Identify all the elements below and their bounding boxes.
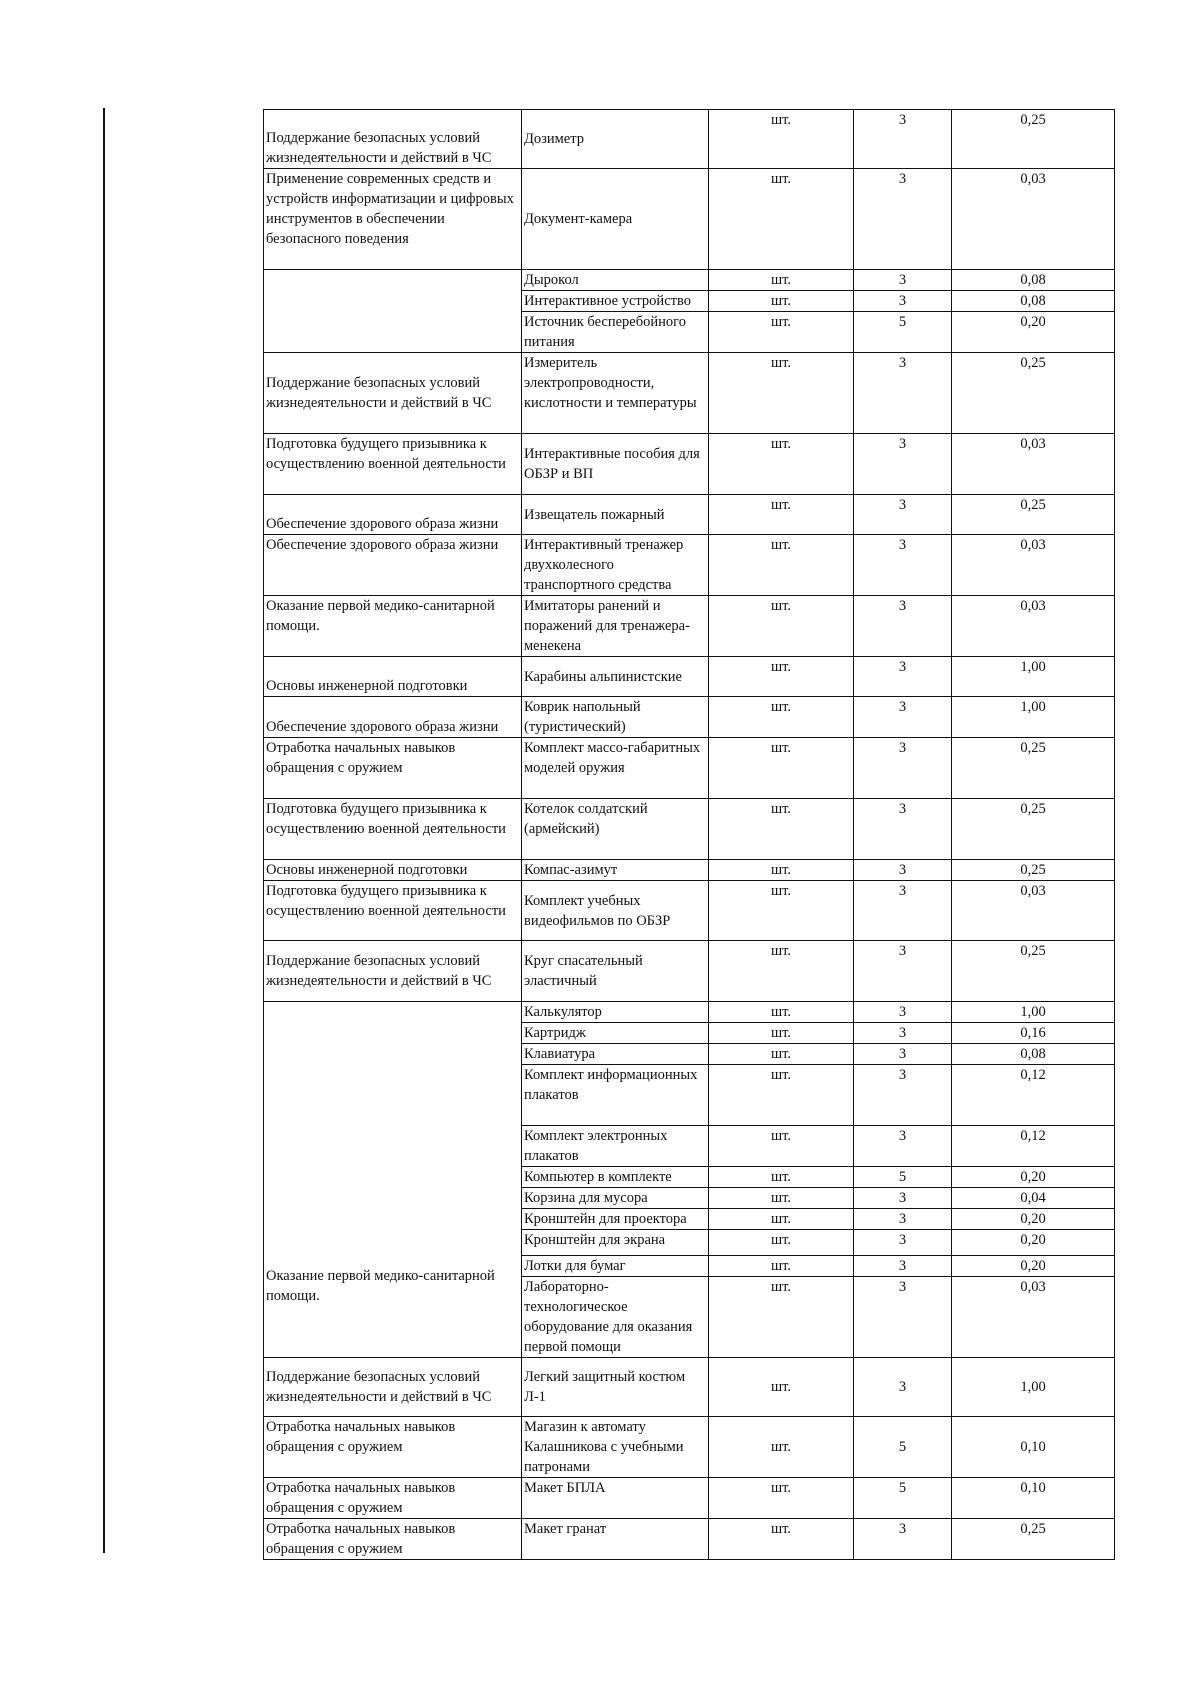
qty-cell: 3 — [854, 1023, 952, 1044]
qty-cell: 3 — [854, 270, 952, 291]
unit-cell: шт. — [709, 110, 854, 169]
coef-cell: 0,20 — [952, 1256, 1115, 1277]
item-cell: Комплект электронных плакатов — [522, 1126, 709, 1167]
item-cell: Дозиметр — [522, 110, 709, 169]
item-cell: Легкий защитный костюм Л-1 — [522, 1358, 709, 1417]
coef-cell: 0,10 — [952, 1478, 1115, 1519]
left-margin-line — [103, 108, 105, 1553]
section-cell: Подготовка будущего призывника к осуществлению военной деятельности — [264, 799, 522, 860]
item-cell: Круг спасательный эластичный — [522, 941, 709, 1002]
item-cell: Источник бесперебойного питания — [522, 312, 709, 353]
table-row — [264, 434, 1115, 495]
unit-cell: шт. — [709, 1209, 854, 1230]
qty-cell: 3 — [854, 799, 952, 860]
unit-cell: шт. — [709, 1002, 854, 1023]
unit-cell: шт. — [709, 860, 854, 881]
section-cell: Отработка начальных навыков обращения с оружием — [264, 738, 522, 799]
table-row — [264, 881, 1115, 941]
coef-cell: 0,25 — [952, 738, 1115, 799]
coef-cell: 0,20 — [952, 1230, 1115, 1256]
table-row — [264, 1417, 1115, 1478]
coef-cell: 0,08 — [952, 270, 1115, 291]
table-row — [264, 697, 1115, 738]
equipment-table — [263, 109, 1115, 1560]
coef-cell: 0,12 — [952, 1065, 1115, 1126]
coef-cell: 0,16 — [952, 1023, 1115, 1044]
item-cell: Котелок солдатский (армейский) — [522, 799, 709, 860]
table-row — [264, 941, 1115, 1002]
qty-cell: 3 — [854, 535, 952, 596]
item-cell: Интерактивный тренажер двухколесного транспортного средства — [522, 535, 709, 596]
unit-cell: шт. — [709, 657, 854, 697]
qty-cell: 3 — [854, 860, 952, 881]
unit-cell: шт. — [709, 1188, 854, 1209]
coef-cell: 1,00 — [952, 1358, 1115, 1417]
qty-cell: 3 — [854, 881, 952, 941]
unit-cell: шт. — [709, 881, 854, 941]
item-cell: Корзина для мусора — [522, 1188, 709, 1209]
coef-cell: 0,25 — [952, 1519, 1115, 1560]
item-cell: Комплект учебных видеофильмов по ОБЗР — [522, 881, 709, 941]
table-row — [264, 1519, 1115, 1560]
coef-cell: 0,04 — [952, 1188, 1115, 1209]
item-cell: Кронштейн для проектора — [522, 1209, 709, 1230]
qty-cell: 3 — [854, 110, 952, 169]
coef-cell: 0,08 — [952, 1044, 1115, 1065]
coef-cell: 0,03 — [952, 881, 1115, 941]
item-cell: Кронштейн для экрана — [522, 1230, 709, 1256]
item-cell: Интерактивное устройство — [522, 291, 709, 312]
unit-cell: шт. — [709, 1358, 854, 1417]
section-cell: Оказание первой медико-санитарной помощи. — [264, 596, 522, 657]
qty-cell: 3 — [854, 941, 952, 1002]
section-cell: Отработка начальных навыков обращения с оружием — [264, 1519, 522, 1560]
section-cell: Отработка начальных навыков обращения с оружием — [264, 1417, 522, 1478]
coef-cell: 0,20 — [952, 1167, 1115, 1188]
unit-cell: шт. — [709, 169, 854, 270]
item-cell: Имитаторы ранений и поражений для тренажера-менекена — [522, 596, 709, 657]
coef-cell: 0,25 — [952, 860, 1115, 881]
table-row — [264, 799, 1115, 860]
unit-cell: шт. — [709, 495, 854, 535]
qty-cell: 5 — [854, 1478, 952, 1519]
item-cell: Карабины альпинистские — [522, 657, 709, 697]
item-cell: Документ-камера — [522, 169, 709, 270]
unit-cell: шт. — [709, 596, 854, 657]
unit-cell: шт. — [709, 1519, 854, 1560]
coef-cell: 0,03 — [952, 535, 1115, 596]
table-row — [264, 110, 1115, 169]
unit-cell: шт. — [709, 697, 854, 738]
table-row — [264, 353, 1115, 434]
qty-cell: 3 — [854, 1256, 952, 1277]
item-cell: Комплект массо-габаритных моделей оружия — [522, 738, 709, 799]
unit-cell: шт. — [709, 1044, 854, 1065]
table-row — [264, 1358, 1115, 1417]
qty-cell: 3 — [854, 291, 952, 312]
qty-cell: 3 — [854, 596, 952, 657]
qty-cell: 5 — [854, 1417, 952, 1478]
section-cell: Обеспечение здорового образа жизни — [264, 535, 522, 596]
coef-cell: 0,25 — [952, 353, 1115, 434]
table-row — [264, 270, 1115, 291]
coef-cell: 0,20 — [952, 312, 1115, 353]
item-cell: Лабораторно-технологическое оборудование для оказания первой помощи — [522, 1277, 709, 1358]
coef-cell: 0,03 — [952, 596, 1115, 657]
qty-cell: 3 — [854, 1188, 952, 1209]
unit-cell: шт. — [709, 1277, 854, 1358]
coef-cell: 0,25 — [952, 495, 1115, 535]
coef-cell: 0,20 — [952, 1209, 1115, 1230]
coef-cell: 0,08 — [952, 291, 1115, 312]
qty-cell: 3 — [854, 169, 952, 270]
item-cell: Макет гранат — [522, 1519, 709, 1560]
qty-cell: 3 — [854, 657, 952, 697]
coef-cell: 0,03 — [952, 169, 1115, 270]
item-cell: Коврик напольный (туристический) — [522, 697, 709, 738]
table-row — [264, 1002, 1115, 1023]
item-cell: Компьютер в комплекте — [522, 1167, 709, 1188]
item-cell: Измеритель электропроводности, кислотности и температуры — [522, 353, 709, 434]
section-cell: Поддержание безопасных условий жизнедеятельности и действий в ЧС — [264, 110, 522, 169]
coef-cell: 0,25 — [952, 941, 1115, 1002]
section-cell: Подготовка будущего призывника к осуществлению военной деятельности — [264, 881, 522, 941]
item-cell: Картридж — [522, 1023, 709, 1044]
coef-cell: 0,12 — [952, 1126, 1115, 1167]
section-cell: Поддержание безопасных условий жизнедеятельности и действий в ЧС — [264, 941, 522, 1002]
item-cell: Интерактивные пособия для ОБЗР и ВП — [522, 434, 709, 495]
table-row — [264, 860, 1115, 881]
table-row — [264, 495, 1115, 535]
coef-cell: 0,25 — [952, 110, 1115, 169]
unit-cell: шт. — [709, 1126, 854, 1167]
item-cell: Извещатель пожарный — [522, 495, 709, 535]
unit-cell: шт. — [709, 1167, 854, 1188]
section-cell: Основы инженерной подготовки — [264, 860, 522, 881]
coef-cell: 1,00 — [952, 657, 1115, 697]
item-cell: Дырокол — [522, 270, 709, 291]
unit-cell: шт. — [709, 312, 854, 353]
section-cell: Поддержание безопасных условий жизнедеятельности и действий в ЧС — [264, 353, 522, 434]
table-row — [264, 535, 1115, 596]
coef-cell: 1,00 — [952, 1002, 1115, 1023]
unit-cell: шт. — [709, 1023, 854, 1044]
qty-cell: 3 — [854, 353, 952, 434]
qty-cell: 3 — [854, 434, 952, 495]
qty-cell: 5 — [854, 1167, 952, 1188]
qty-cell: 3 — [854, 1126, 952, 1167]
unit-cell: шт. — [709, 1230, 854, 1256]
section-cell — [264, 270, 522, 353]
qty-cell: 5 — [854, 312, 952, 353]
coef-cell: 0,25 — [952, 799, 1115, 860]
qty-cell: 3 — [854, 1065, 952, 1126]
unit-cell: шт. — [709, 799, 854, 860]
coef-cell: 1,00 — [952, 697, 1115, 738]
qty-cell: 3 — [854, 1209, 952, 1230]
qty-cell: 3 — [854, 1277, 952, 1358]
unit-cell: шт. — [709, 434, 854, 495]
qty-cell: 3 — [854, 738, 952, 799]
coef-cell: 0,03 — [952, 1277, 1115, 1358]
section-cell: Обеспечение здорового образа жизни — [264, 495, 522, 535]
qty-cell: 3 — [854, 1519, 952, 1560]
section-cell: Обеспечение здорового образа жизни — [264, 697, 522, 738]
table-row — [264, 657, 1115, 697]
item-cell: Компас-азимут — [522, 860, 709, 881]
unit-cell: шт. — [709, 1256, 854, 1277]
section-cell: Применение современных средств и устройств информатизации и цифровых инструментов в обеспечении безопасного поведения — [264, 169, 522, 270]
qty-cell: 3 — [854, 1044, 952, 1065]
unit-cell: шт. — [709, 535, 854, 596]
qty-cell: 3 — [854, 1002, 952, 1023]
unit-cell: шт. — [709, 353, 854, 434]
unit-cell: шт. — [709, 941, 854, 1002]
item-cell: Калькулятор — [522, 1002, 709, 1023]
qty-cell: 3 — [854, 697, 952, 738]
qty-cell: 3 — [854, 1358, 952, 1417]
unit-cell: шт. — [709, 1478, 854, 1519]
section-cell: Оказание первой медико-санитарной помощи. — [264, 1002, 522, 1358]
unit-cell: шт. — [709, 291, 854, 312]
coef-cell: 0,03 — [952, 434, 1115, 495]
item-cell: Макет БПЛА — [522, 1478, 709, 1519]
item-cell: Лотки для бумаг — [522, 1256, 709, 1277]
item-cell: Клавиатура — [522, 1044, 709, 1065]
section-cell: Основы инженерной подготовки — [264, 657, 522, 697]
table-row — [264, 169, 1115, 270]
item-cell: Комплект информационных плакатов — [522, 1065, 709, 1126]
table-row — [264, 1478, 1115, 1519]
table-row — [264, 738, 1115, 799]
unit-cell: шт. — [709, 270, 854, 291]
qty-cell: 3 — [854, 495, 952, 535]
section-cell: Отработка начальных навыков обращения с оружием — [264, 1478, 522, 1519]
unit-cell: шт. — [709, 1065, 854, 1126]
unit-cell: шт. — [709, 1417, 854, 1478]
section-cell: Подготовка будущего призывника к осуществлению военной деятельности — [264, 434, 522, 495]
qty-cell: 3 — [854, 1230, 952, 1256]
section-cell: Поддержание безопасных условий жизнедеятельности и действий в ЧС — [264, 1358, 522, 1417]
unit-cell: шт. — [709, 738, 854, 799]
coef-cell: 0,10 — [952, 1417, 1115, 1478]
table-row — [264, 596, 1115, 657]
item-cell: Магазин к автомату Калашникова с учебными патронами — [522, 1417, 709, 1478]
